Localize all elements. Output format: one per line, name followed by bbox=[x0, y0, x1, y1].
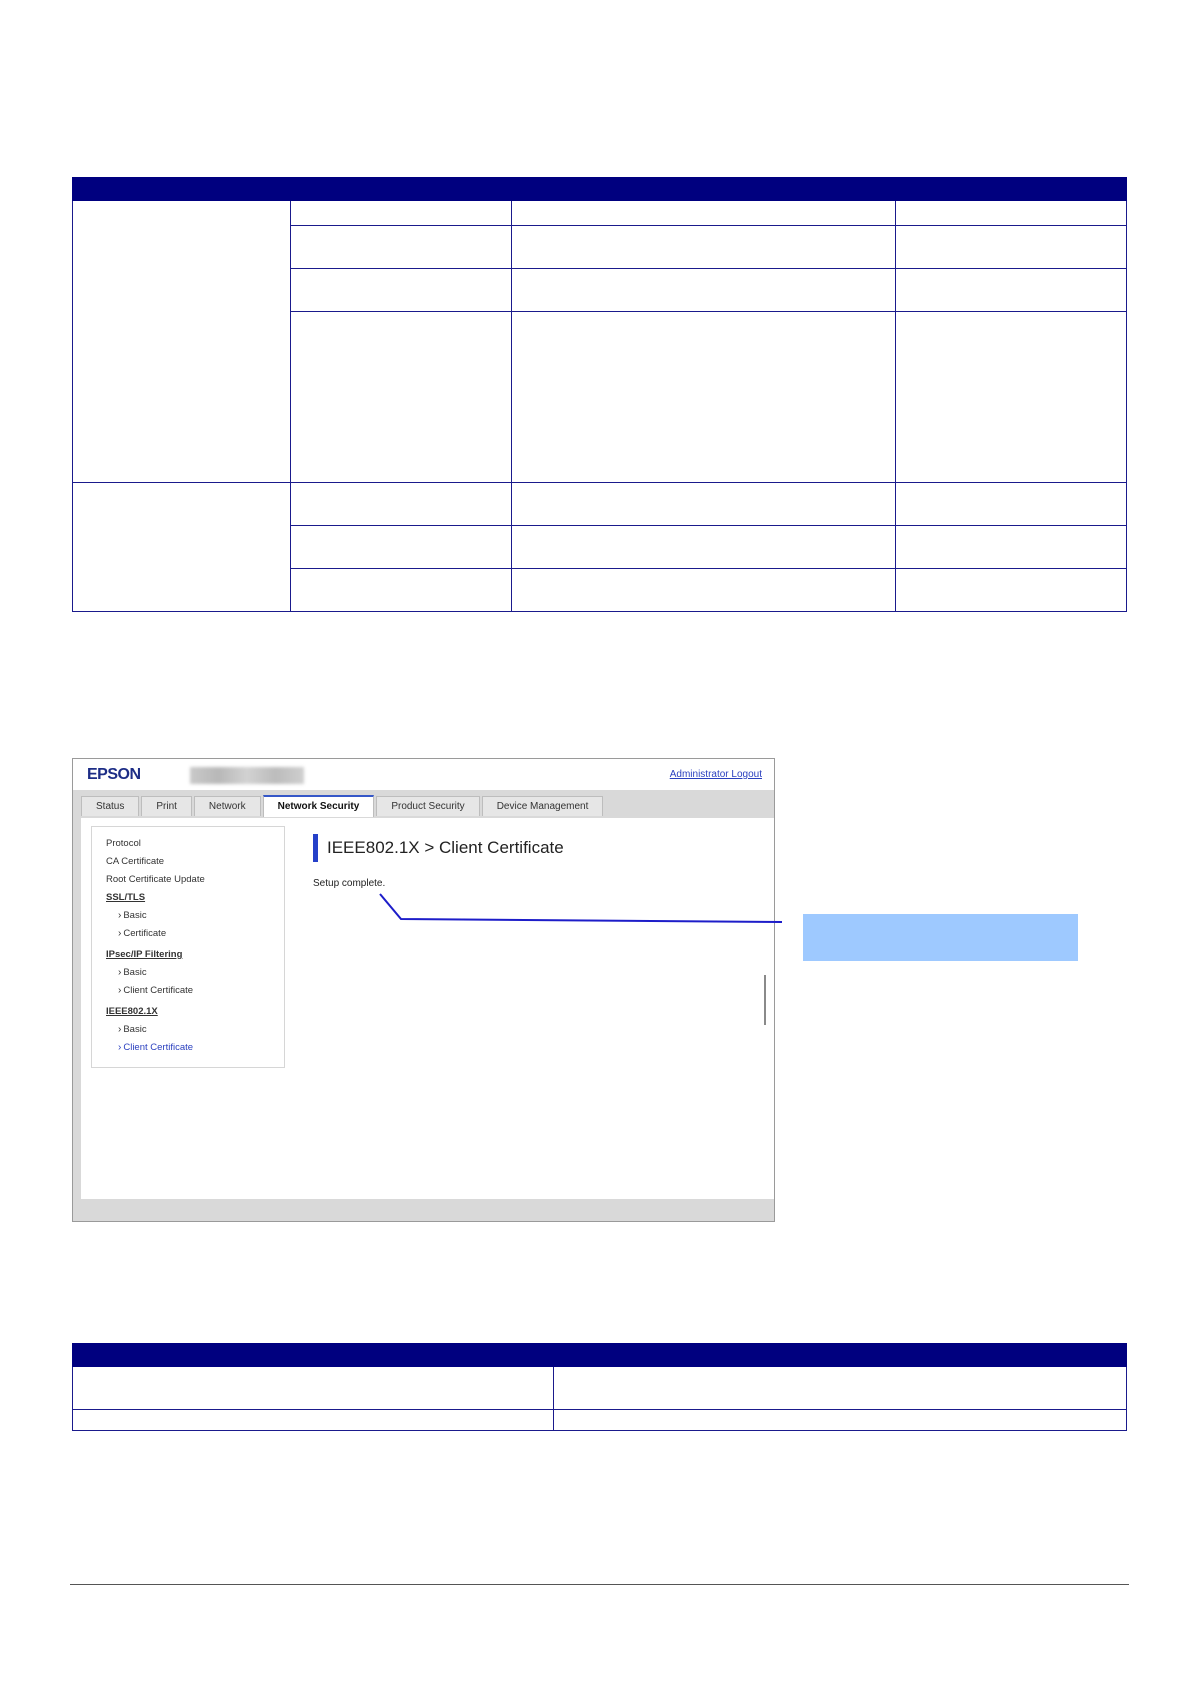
nav-ssl-tls[interactable]: SSL/TLS bbox=[106, 892, 146, 903]
table-row bbox=[73, 1367, 1127, 1410]
table-cell bbox=[896, 226, 1127, 269]
table-cell bbox=[291, 201, 512, 226]
table-cell bbox=[512, 201, 896, 226]
table-cell bbox=[73, 1410, 554, 1431]
page-title: IEEE802.1X > Client Certificate bbox=[327, 838, 564, 857]
table-cell bbox=[512, 312, 896, 483]
table-cell bbox=[512, 569, 896, 612]
nav-ipsec-client-certificate[interactable]: › Client Certificate bbox=[118, 985, 193, 996]
header-cell bbox=[73, 1344, 554, 1367]
top-bar bbox=[73, 759, 774, 790]
table-cell bbox=[512, 483, 896, 526]
table-cell bbox=[896, 201, 1127, 226]
tab-print[interactable]: Print bbox=[141, 796, 192, 816]
administrator-logout-link[interactable]: Administrator Logout bbox=[669, 769, 762, 780]
nav-ipsec-basic[interactable]: › Basic bbox=[118, 967, 147, 978]
table-cell bbox=[554, 1367, 1127, 1410]
side-navigation bbox=[91, 826, 285, 1068]
table-row bbox=[73, 483, 1127, 526]
table-cell bbox=[291, 483, 512, 526]
nav-ca-certificate[interactable]: CA Certificate bbox=[106, 856, 165, 867]
table-cell bbox=[896, 312, 1127, 483]
header-cell bbox=[896, 178, 1127, 201]
nav-ieee-client-certificate[interactable]: › Client Certificate bbox=[118, 1042, 193, 1053]
tab-network-security[interactable]: Network Security bbox=[263, 795, 375, 817]
tab-bar bbox=[81, 796, 603, 817]
table-cell bbox=[291, 269, 512, 312]
nav-ipsec-ip-filtering[interactable]: IPsec/IP Filtering bbox=[106, 949, 183, 960]
nav-ieee8021x[interactable]: IEEE802.1X bbox=[106, 1006, 158, 1017]
table-cell bbox=[291, 312, 512, 483]
nav-protocol[interactable]: Protocol bbox=[106, 838, 141, 849]
group-cell bbox=[73, 483, 291, 612]
bottom-strip bbox=[81, 1199, 774, 1221]
setup-status-message: Setup complete. bbox=[313, 878, 386, 889]
header-cell bbox=[554, 1344, 1127, 1367]
table-cell bbox=[512, 526, 896, 569]
tab-device-management[interactable]: Device Management bbox=[482, 796, 604, 816]
table-cell bbox=[896, 483, 1127, 526]
group-cell bbox=[73, 201, 291, 483]
tab-status[interactable]: Status bbox=[81, 796, 139, 816]
scrollbar[interactable] bbox=[764, 975, 766, 1025]
table-header-row bbox=[73, 1344, 1127, 1367]
table-row bbox=[73, 201, 1127, 226]
table-cell bbox=[896, 569, 1127, 612]
table-cell bbox=[554, 1410, 1127, 1431]
web-config-screenshot bbox=[72, 758, 775, 1222]
tab-network[interactable]: Network bbox=[194, 796, 261, 816]
header-cell bbox=[512, 178, 896, 201]
table-cell bbox=[291, 569, 512, 612]
table-cell bbox=[512, 269, 896, 312]
table-cell bbox=[291, 526, 512, 569]
epson-logo: EPSON bbox=[87, 766, 141, 783]
settings-table bbox=[72, 177, 1127, 612]
table-header-row bbox=[73, 178, 1127, 201]
footer-rule bbox=[70, 1584, 1129, 1585]
table-cell bbox=[73, 1367, 554, 1410]
nav-ssl-certificate[interactable]: › Certificate bbox=[118, 928, 166, 939]
nav-ssl-basic[interactable]: › Basic bbox=[118, 910, 147, 921]
blurred-device-name bbox=[190, 767, 304, 784]
title-accent-bar bbox=[313, 834, 318, 862]
tab-product-security[interactable]: Product Security bbox=[376, 796, 479, 816]
table-cell bbox=[896, 526, 1127, 569]
message-table bbox=[72, 1343, 1127, 1431]
table-row bbox=[73, 1410, 1127, 1431]
table-cell bbox=[896, 269, 1127, 312]
table-cell bbox=[291, 226, 512, 269]
header-cell bbox=[73, 178, 291, 201]
content-area bbox=[81, 818, 774, 1199]
table-cell bbox=[512, 226, 896, 269]
nav-root-certificate-update[interactable]: Root Certificate Update bbox=[106, 874, 205, 885]
header-cell bbox=[291, 178, 512, 201]
nav-ieee-basic[interactable]: › Basic bbox=[118, 1024, 147, 1035]
callout-box bbox=[803, 914, 1078, 961]
